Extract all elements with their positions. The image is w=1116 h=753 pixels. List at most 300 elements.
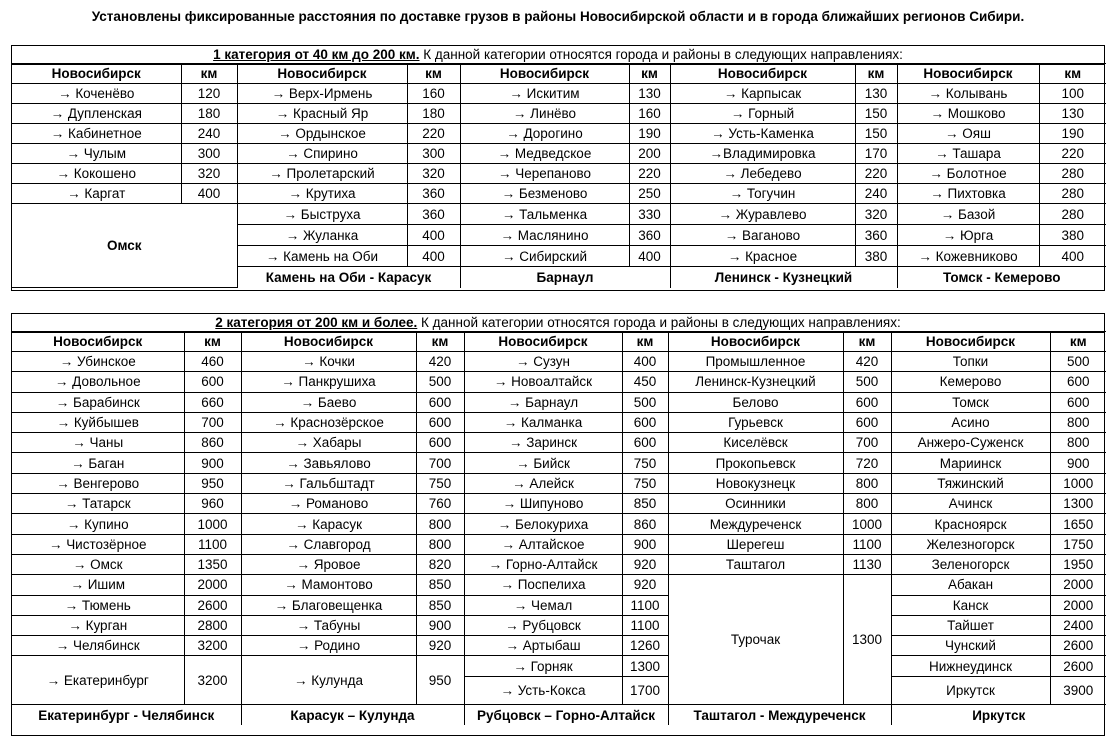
distance-cell: 190 bbox=[1039, 124, 1106, 144]
destination-cell: Канск bbox=[891, 595, 1050, 615]
distance-cell: 800 bbox=[843, 494, 891, 514]
destination-cell: → Юрга bbox=[897, 225, 1039, 246]
distance-cell: 100 bbox=[1039, 84, 1106, 104]
distance-cell: 2400 bbox=[1050, 615, 1106, 635]
distance-cell: 280 bbox=[1039, 164, 1106, 184]
distance-cell: 190 bbox=[629, 124, 670, 144]
distance-cell: 360 bbox=[407, 204, 460, 225]
distance-cell: 450 bbox=[622, 372, 668, 392]
table-row bbox=[12, 705, 1106, 725]
destination-cell: → Красное bbox=[670, 246, 855, 267]
distance-cell: 1650 bbox=[1050, 514, 1106, 534]
distance-cell: 240 bbox=[855, 184, 897, 204]
distance-cell: 750 bbox=[622, 473, 668, 493]
destination-cell: Шерегеш bbox=[668, 534, 843, 554]
destination-cell: → Сибирский bbox=[460, 246, 629, 267]
distance-cell: 900 bbox=[184, 453, 241, 473]
city-header: Новосибирск bbox=[12, 64, 181, 84]
distance-cell: 2600 bbox=[1050, 636, 1106, 656]
distance-cell: 660 bbox=[184, 392, 241, 412]
distance-cell: 280 bbox=[1039, 184, 1106, 204]
destination-cell: → Тюмень bbox=[12, 595, 184, 615]
table-row bbox=[12, 575, 1106, 595]
destination-cell: → Маслянино bbox=[460, 225, 629, 246]
turochak-cell: Турочак bbox=[668, 575, 843, 705]
direction-footer: Таштагол - Междуреченск bbox=[668, 705, 891, 725]
destination-cell: Новокузнецк bbox=[668, 473, 843, 493]
destination-cell: Тяжинский bbox=[891, 473, 1050, 493]
destination-cell: → Романово bbox=[241, 494, 416, 514]
distance-cell: 900 bbox=[622, 534, 668, 554]
destination-cell: → Куйбышев bbox=[12, 412, 184, 432]
destination-cell: Промышленное bbox=[668, 352, 843, 372]
destination-cell: → Алейск bbox=[464, 473, 622, 493]
destination-cell: → Ваганово bbox=[670, 225, 855, 246]
destination-cell: → Краснозёрское bbox=[241, 412, 416, 432]
distance-cell: 220 bbox=[1039, 144, 1106, 164]
city-header: Новосибирск bbox=[12, 332, 184, 352]
destination-cell: → Белокуриха bbox=[464, 514, 622, 534]
distance-cell: 420 bbox=[416, 352, 464, 372]
destination-cell: → Пролетарский bbox=[237, 164, 407, 184]
city-header: Новосибирск bbox=[237, 64, 407, 84]
destination-cell: → Завьялово bbox=[241, 453, 416, 473]
distance-cell: 170 bbox=[855, 144, 897, 164]
destination-cell: → Довольное bbox=[12, 372, 184, 392]
page-title: Установлены фиксированные расстояния по доставке грузов в районы Новосибирской области и в города ближайших регионов Сибири. bbox=[91, 9, 1025, 24]
distance-cell: 700 bbox=[184, 412, 241, 432]
destination-cell: → Шипуново bbox=[464, 494, 622, 514]
destination-cell: Абакан bbox=[891, 575, 1050, 595]
table-row bbox=[12, 595, 1106, 615]
distance-cell: 1000 bbox=[1050, 473, 1106, 493]
destination-cell: Томск bbox=[891, 392, 1050, 412]
destination-cell: → Горняк bbox=[464, 656, 622, 677]
distance-cell: 220 bbox=[407, 124, 460, 144]
distance-cell: 600 bbox=[184, 372, 241, 392]
distance-cell: 2600 bbox=[184, 595, 241, 615]
destination-cell: → Калманка bbox=[464, 412, 622, 432]
destination-cell: → Мамонтово bbox=[241, 575, 416, 595]
destination-cell: → Бийск bbox=[464, 453, 622, 473]
destination-cell: → Пихтовка bbox=[897, 184, 1039, 204]
city-header: Новосибирск bbox=[897, 64, 1039, 84]
destination-cell: → Горно-Алтайск bbox=[464, 554, 622, 574]
distance-cell: 460 bbox=[184, 352, 241, 372]
distance-cell: 600 bbox=[416, 392, 464, 412]
distance-cell: 750 bbox=[622, 453, 668, 473]
destination-cell: → Базой bbox=[897, 204, 1039, 225]
destination-cell: → Линёво bbox=[460, 104, 629, 124]
destination-cell: Иркутск bbox=[891, 677, 1050, 705]
distance-cell: 1750 bbox=[1050, 534, 1106, 554]
distance-cell: 800 bbox=[843, 473, 891, 493]
km-header: км bbox=[629, 64, 670, 84]
distance-cell: 700 bbox=[416, 453, 464, 473]
destination-cell: → Татарск bbox=[12, 494, 184, 514]
table-row bbox=[12, 164, 1106, 184]
destination-cell: → Ишим bbox=[12, 575, 184, 595]
distance-cell: 600 bbox=[416, 412, 464, 432]
destination-cell: → Ояш bbox=[897, 124, 1039, 144]
destination-cell: → Мошково bbox=[897, 104, 1039, 124]
destination-cell: Прокопьевск bbox=[668, 453, 843, 473]
table-row bbox=[12, 204, 1106, 225]
destination-cell: Железногорск bbox=[891, 534, 1050, 554]
distance-cell: 600 bbox=[622, 412, 668, 432]
distance-cell: 400 bbox=[1039, 246, 1106, 267]
distance-cell: 280 bbox=[1039, 204, 1106, 225]
direction-footer: Екатеринбург - Челябинск bbox=[12, 705, 241, 725]
destination-cell: → Кабинетное bbox=[12, 124, 181, 144]
distance-cell: 400 bbox=[629, 246, 670, 267]
distance-cell: 800 bbox=[1050, 433, 1106, 453]
distance-cell: 950 bbox=[184, 473, 241, 493]
km-header: км bbox=[184, 332, 241, 352]
destination-cell: → Журавлево bbox=[670, 204, 855, 225]
destination-cell: → Карпысак bbox=[670, 84, 855, 104]
destination-cell: → Екатеринбург bbox=[12, 656, 184, 705]
distance-cell: 1300 bbox=[1050, 494, 1106, 514]
destination-cell: → Дупленская bbox=[12, 104, 181, 124]
distance-cell: 120 bbox=[181, 84, 237, 104]
km-header: км bbox=[181, 64, 237, 84]
distance-cell: 2000 bbox=[184, 575, 241, 595]
destination-cell: → Тогучин bbox=[670, 184, 855, 204]
distance-cell: 2600 bbox=[1050, 656, 1106, 677]
destination-cell: → Баган bbox=[12, 453, 184, 473]
distance-cell: 150 bbox=[855, 104, 897, 124]
destination-cell: → Чаны bbox=[12, 433, 184, 453]
km-header: км bbox=[622, 332, 668, 352]
category-1-table bbox=[12, 63, 1106, 288]
city-header: Новосибирск bbox=[241, 332, 416, 352]
table-row bbox=[12, 615, 1106, 635]
destination-cell: → Кокошено bbox=[12, 164, 181, 184]
destination-cell: → Барнаул bbox=[464, 392, 622, 412]
direction-footer: Рубцовск – Горно-Алтайск bbox=[464, 705, 668, 725]
destination-cell: → Каргат bbox=[12, 184, 181, 204]
distance-cell: 500 bbox=[416, 372, 464, 392]
table-row bbox=[12, 64, 1106, 84]
table-row bbox=[12, 392, 1106, 412]
destination-cell: Ленинск-Кузнецкий bbox=[668, 372, 843, 392]
distance-cell: 160 bbox=[629, 104, 670, 124]
category-1-description: К данной категории относятся города и районы в следующих направлениях: bbox=[419, 47, 903, 62]
distance-cell: 3900 bbox=[1050, 677, 1106, 705]
distance-cell: 860 bbox=[184, 433, 241, 453]
destination-cell: → Лебедево bbox=[670, 164, 855, 184]
destination-cell: Красноярск bbox=[891, 514, 1050, 534]
km-header: км bbox=[855, 64, 897, 84]
distance-cell: 600 bbox=[1050, 372, 1106, 392]
distance-cell: 380 bbox=[1039, 225, 1106, 246]
distance-cell: 330 bbox=[629, 204, 670, 225]
table-row bbox=[12, 494, 1106, 514]
distance-cell: 1300 bbox=[622, 656, 668, 677]
table-row bbox=[12, 656, 1106, 677]
table-row bbox=[12, 453, 1106, 473]
destination-cell: → Карасук bbox=[241, 514, 416, 534]
destination-cell: → Новоалтайск bbox=[464, 372, 622, 392]
distance-cell: 240 bbox=[181, 124, 237, 144]
distance-cell: 400 bbox=[407, 246, 460, 267]
table-row bbox=[12, 372, 1106, 392]
distance-cell: 1100 bbox=[622, 615, 668, 635]
table-row bbox=[12, 184, 1106, 204]
distance-cell: 160 bbox=[407, 84, 460, 104]
distance-cell: 2000 bbox=[1050, 595, 1106, 615]
distance-cell: 320 bbox=[855, 204, 897, 225]
distance-cell: 500 bbox=[1050, 352, 1106, 372]
category-2-title: 2 категория от 200 км и более. bbox=[215, 315, 418, 330]
destination-cell: Ачинск bbox=[891, 494, 1050, 514]
category-2-table bbox=[12, 331, 1106, 725]
destination-cell: → Омск bbox=[12, 554, 184, 574]
distance-cell: 420 bbox=[843, 352, 891, 372]
distance-cell: 1700 bbox=[622, 677, 668, 705]
destination-cell: → Спирино bbox=[237, 144, 407, 164]
distance-cell: 3200 bbox=[184, 636, 241, 656]
destination-cell: → Венгерово bbox=[12, 473, 184, 493]
distance-cell: 820 bbox=[416, 554, 464, 574]
distance-cell: 250 bbox=[629, 184, 670, 204]
destination-cell: → Горный bbox=[670, 104, 855, 124]
destination-cell: →Владимировка bbox=[670, 144, 855, 164]
destination-cell: → Красный Яр bbox=[237, 104, 407, 124]
direction-footer: Карасук – Кулунда bbox=[241, 705, 464, 725]
destination-cell: → Болотное bbox=[897, 164, 1039, 184]
destination-cell: Белово bbox=[668, 392, 843, 412]
distance-cell: 860 bbox=[622, 514, 668, 534]
category-1-title: 1 категория от 40 км до 200 км. bbox=[213, 47, 420, 62]
distance-cell: 700 bbox=[843, 433, 891, 453]
destination-cell: → Дорогино bbox=[460, 124, 629, 144]
destination-cell: Междуреченск bbox=[668, 514, 843, 534]
destination-cell: → Купино bbox=[12, 514, 184, 534]
destination-cell: → Усть-Каменка bbox=[670, 124, 855, 144]
distance-cell: 920 bbox=[622, 575, 668, 595]
distance-cell: 850 bbox=[622, 494, 668, 514]
table-row bbox=[12, 636, 1106, 656]
km-header: км bbox=[843, 332, 891, 352]
destination-cell: Нижнеудинск bbox=[891, 656, 1050, 677]
distance-cell: 380 bbox=[855, 246, 897, 267]
destination-cell: → Алтайское bbox=[464, 534, 622, 554]
destination-cell: → Панкрушиха bbox=[241, 372, 416, 392]
direction-footer: Иркутск bbox=[891, 705, 1106, 725]
table-row bbox=[12, 473, 1106, 493]
distance-cell: 600 bbox=[1050, 392, 1106, 412]
destination-cell: → Хабары bbox=[241, 433, 416, 453]
destination-cell: → Ордынское bbox=[237, 124, 407, 144]
distance-cell: 360 bbox=[407, 184, 460, 204]
distance-cell: 800 bbox=[416, 514, 464, 534]
distance-cell: 400 bbox=[622, 352, 668, 372]
omsk-label: Омск bbox=[12, 204, 237, 288]
destination-cell: → Чемал bbox=[464, 595, 622, 615]
destination-cell: → Поспелиха bbox=[464, 575, 622, 595]
destination-cell: → Медведское bbox=[460, 144, 629, 164]
destination-cell: → Кожевниково bbox=[897, 246, 1039, 267]
distance-cell: 130 bbox=[1039, 104, 1106, 124]
distance-cell: 1000 bbox=[843, 514, 891, 534]
distance-cell: 920 bbox=[416, 636, 464, 656]
destination-cell: → Артыбаш bbox=[464, 636, 622, 656]
distance-cell: 3200 bbox=[184, 656, 241, 705]
destination-cell: → Черепаново bbox=[460, 164, 629, 184]
distance-cell: 600 bbox=[843, 412, 891, 432]
destination-cell: → Заринск bbox=[464, 433, 622, 453]
destination-cell: → Челябинск bbox=[12, 636, 184, 656]
destination-cell: → Яровое bbox=[241, 554, 416, 574]
distance-cell: 950 bbox=[416, 656, 464, 705]
destination-cell: Таштагол bbox=[668, 554, 843, 574]
destination-cell: → Коченёво bbox=[12, 84, 181, 104]
destination-cell: Анжеро-Суженск bbox=[891, 433, 1050, 453]
distance-cell: 920 bbox=[622, 554, 668, 574]
distance-cell: 1000 bbox=[184, 514, 241, 534]
distance-cell: 360 bbox=[629, 225, 670, 246]
destination-cell: Осинники bbox=[668, 494, 843, 514]
destination-cell: → Чулым bbox=[12, 144, 181, 164]
distance-cell: 2800 bbox=[184, 615, 241, 635]
table-row bbox=[12, 352, 1106, 372]
km-header: км bbox=[416, 332, 464, 352]
table-row bbox=[12, 104, 1106, 124]
distance-cell: 1950 bbox=[1050, 554, 1106, 574]
destination-cell: → Благовещенка bbox=[241, 595, 416, 615]
distance-cell: 300 bbox=[181, 144, 237, 164]
km-header: км bbox=[1039, 64, 1106, 84]
destination-cell: → Камень на Оби bbox=[237, 246, 407, 267]
distance-cell: 600 bbox=[622, 433, 668, 453]
distance-cell: 800 bbox=[1050, 412, 1106, 432]
destination-cell: → Убинское bbox=[12, 352, 184, 372]
distance-cell: 150 bbox=[855, 124, 897, 144]
destination-cell: Асино bbox=[891, 412, 1050, 432]
category-1-block bbox=[11, 45, 1105, 291]
table-row bbox=[12, 412, 1106, 432]
distance-cell: 1260 bbox=[622, 636, 668, 656]
destination-cell: → Тальменка bbox=[460, 204, 629, 225]
category-2-block bbox=[11, 313, 1105, 736]
city-header: Новосибирск bbox=[891, 332, 1050, 352]
destination-cell: → Быструха bbox=[237, 204, 407, 225]
distance-cell: 220 bbox=[855, 164, 897, 184]
distance-cell: 1100 bbox=[184, 534, 241, 554]
table-row bbox=[12, 433, 1106, 453]
distance-cell: 850 bbox=[416, 595, 464, 615]
destination-cell: Зеленогорск bbox=[891, 554, 1050, 574]
destination-cell: Мариинск bbox=[891, 453, 1050, 473]
city-header: Новосибирск bbox=[460, 64, 629, 84]
distance-cell: 900 bbox=[1050, 453, 1106, 473]
destination-cell: → Гальбштадт bbox=[241, 473, 416, 493]
destination-cell: → Верх-Ирмень bbox=[237, 84, 407, 104]
destination-cell: Чунский bbox=[891, 636, 1050, 656]
destination-cell: → Родино bbox=[241, 636, 416, 656]
distance-cell: 600 bbox=[843, 392, 891, 412]
destination-cell: → Крутиха bbox=[237, 184, 407, 204]
destination-cell: → Искитим bbox=[460, 84, 629, 104]
table-row bbox=[12, 332, 1106, 352]
destination-cell: → Чистозёрное bbox=[12, 534, 184, 554]
table-row bbox=[12, 514, 1106, 534]
distance-cell: 500 bbox=[622, 392, 668, 412]
distance-cell: 400 bbox=[407, 225, 460, 246]
distance-cell: 850 bbox=[416, 575, 464, 595]
table-row bbox=[12, 534, 1106, 554]
distance-cell: 600 bbox=[416, 433, 464, 453]
distance-cell: 900 bbox=[416, 615, 464, 635]
destination-cell: → Кочки bbox=[241, 352, 416, 372]
distance-cell: 500 bbox=[843, 372, 891, 392]
destination-cell: Гурьевск bbox=[668, 412, 843, 432]
distance-cell: 1130 bbox=[843, 554, 891, 574]
distance-cell: 1350 bbox=[184, 554, 241, 574]
distance-cell: 2000 bbox=[1050, 575, 1106, 595]
distance-cell: 130 bbox=[855, 84, 897, 104]
destination-cell: → Славгород bbox=[241, 534, 416, 554]
km-header: км bbox=[407, 64, 460, 84]
distance-cell: 130 bbox=[629, 84, 670, 104]
distance-cell: 800 bbox=[416, 534, 464, 554]
direction-footer: Барнаул bbox=[460, 267, 670, 288]
distance-cell: 1100 bbox=[843, 534, 891, 554]
city-header: Новосибирск bbox=[464, 332, 622, 352]
table-row bbox=[12, 144, 1106, 164]
destination-cell: → Сузун bbox=[464, 352, 622, 372]
city-header: Новосибирск bbox=[670, 64, 855, 84]
turochak-distance: 1300 bbox=[843, 575, 891, 705]
destination-cell: → Табуны bbox=[241, 615, 416, 635]
distance-cell: 360 bbox=[855, 225, 897, 246]
destination-cell: → Колывань bbox=[897, 84, 1039, 104]
destination-cell: → Жуланка bbox=[237, 225, 407, 246]
destination-cell: → Кулунда bbox=[241, 656, 416, 705]
distance-cell: 320 bbox=[181, 164, 237, 184]
destination-cell: → Усть-Кокса bbox=[464, 677, 622, 705]
distance-cell: 1100 bbox=[622, 595, 668, 615]
destination-cell: → Курган bbox=[12, 615, 184, 635]
distance-cell: 220 bbox=[629, 164, 670, 184]
distance-cell: 300 bbox=[407, 144, 460, 164]
destination-cell: Киселёвск bbox=[668, 433, 843, 453]
direction-footer: Ленинск - Кузнецкий bbox=[670, 267, 897, 288]
distance-cell: 200 bbox=[629, 144, 670, 164]
direction-footer: Камень на Оби - Карасук bbox=[237, 267, 460, 288]
category-2-description: К данной категории относятся города и районы в следующих направлениях: bbox=[417, 315, 901, 330]
distance-cell: 760 bbox=[416, 494, 464, 514]
city-header: Новосибирск bbox=[668, 332, 843, 352]
destination-cell: Тайшет bbox=[891, 615, 1050, 635]
distance-cell: 720 bbox=[843, 453, 891, 473]
distance-cell: 960 bbox=[184, 494, 241, 514]
distance-cell: 180 bbox=[181, 104, 237, 124]
distance-cell: 320 bbox=[407, 164, 460, 184]
destination-cell: → Баево bbox=[241, 392, 416, 412]
direction-footer: Томск - Кемерово bbox=[897, 267, 1106, 288]
destination-cell: → Ташара bbox=[897, 144, 1039, 164]
destination-cell: Кемерово bbox=[891, 372, 1050, 392]
table-row bbox=[12, 554, 1106, 574]
destination-cell: → Рубцовск bbox=[464, 615, 622, 635]
destination-cell: → Барабинск bbox=[12, 392, 184, 412]
table-row bbox=[12, 124, 1106, 144]
destination-cell: → Безменово bbox=[460, 184, 629, 204]
distance-cell: 180 bbox=[407, 104, 460, 124]
